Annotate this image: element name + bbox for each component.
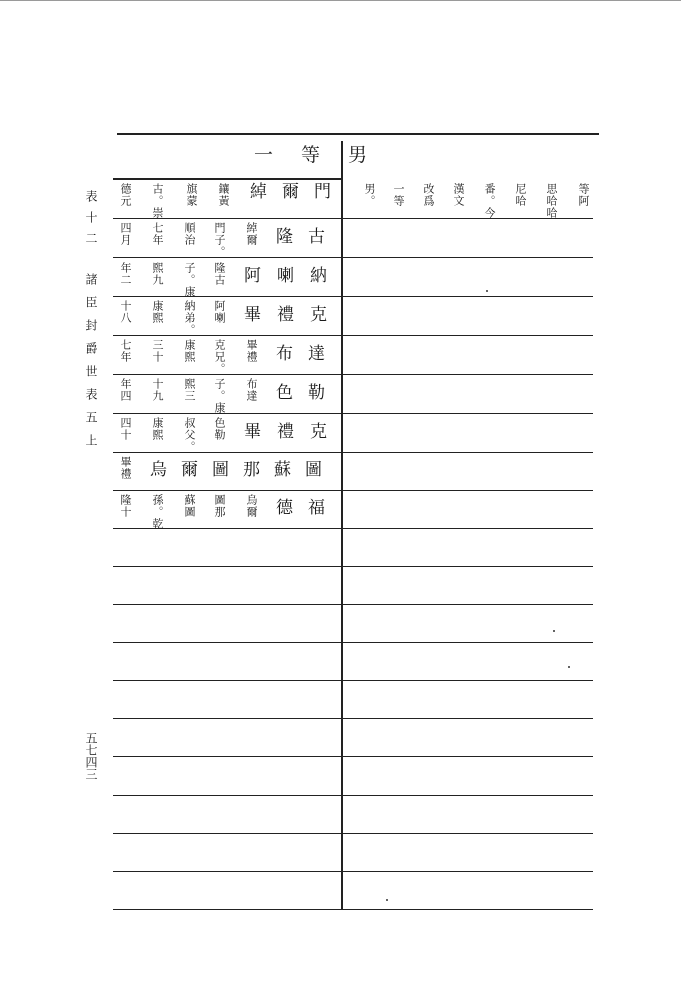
entry-text: 德元 xyxy=(119,183,132,207)
note-col: 一等 xyxy=(392,183,405,207)
entry-text: 納弟。 xyxy=(183,300,196,336)
scan-speck xyxy=(553,630,555,632)
note-col: 改爲 xyxy=(422,183,435,207)
row-rule xyxy=(113,218,593,219)
entry-text: 畢禮 xyxy=(119,456,132,480)
entry-text: 七年 xyxy=(151,222,164,246)
row-rule xyxy=(113,566,593,567)
entry-text: 康熙 xyxy=(183,339,196,363)
entry-text: 綽爾 xyxy=(245,222,258,246)
row-rule xyxy=(113,642,593,643)
row-rule xyxy=(113,490,593,491)
entry-text: 隆古 xyxy=(213,262,226,286)
entry-text: 熙九 xyxy=(151,262,164,286)
entry-text: 熙三 xyxy=(183,378,196,402)
page-number: 五七四三 xyxy=(84,732,98,780)
entry-text: 畢禮 xyxy=(245,339,258,363)
row-rule xyxy=(113,374,593,375)
margin-title-table-number: 表十二 xyxy=(84,190,98,253)
entry-text: 旗蒙 xyxy=(185,183,198,207)
row-rule xyxy=(113,718,593,719)
entry-text: 蘇圖 xyxy=(183,494,196,518)
entry-text: 康熙 xyxy=(151,300,164,324)
margin-title-section: 諸臣封爵世表五上 xyxy=(84,273,98,457)
entry-text: 圖那 xyxy=(213,494,226,518)
row-rule xyxy=(113,795,593,796)
entry-text: 叔父。 xyxy=(183,417,196,453)
entry-text: 年四 xyxy=(119,378,132,402)
row-rule xyxy=(113,413,593,414)
entry-text: 布達 xyxy=(245,378,258,402)
entry-text: 古。崇 xyxy=(151,183,164,219)
entry-text: 鑲黃 xyxy=(217,183,230,207)
title-holder-name: 隆古 xyxy=(276,227,340,247)
note-col: 思哈哈 xyxy=(545,183,558,219)
row-rule xyxy=(113,257,593,258)
scan-speck xyxy=(568,666,570,668)
row-rule xyxy=(113,833,593,834)
entry-text: 子。康 xyxy=(183,262,196,298)
note-col: 男。 xyxy=(363,183,376,207)
note-col: 番。今 xyxy=(483,183,496,219)
title-holder-name: 布達 xyxy=(276,344,340,364)
title-holder-name: 烏爾圖那蘇圖 xyxy=(150,460,336,480)
row-rule xyxy=(113,909,593,910)
title-holder-name: 阿喇納 xyxy=(244,266,343,286)
entry-text: 年二 xyxy=(119,262,132,286)
entry-text: 康熙 xyxy=(151,417,164,441)
title-holder-name: 德福 xyxy=(276,498,340,518)
entry-text: 四月 xyxy=(119,222,132,246)
entry-text: 子。康 xyxy=(213,378,226,414)
entry-text: 十九 xyxy=(151,378,164,402)
scan-speck xyxy=(386,899,388,901)
entry-text: 色勒 xyxy=(213,417,226,441)
header-rule-left xyxy=(113,178,343,180)
title-holder-name: 畢禮克 xyxy=(244,422,343,442)
entry-text: 孫。乾 xyxy=(151,494,164,530)
note-col: 尼哈 xyxy=(514,183,527,207)
entry-text: 烏爾 xyxy=(245,494,258,518)
row-rule xyxy=(113,528,593,529)
entry-text: 克兄。 xyxy=(213,339,226,375)
title-holder-name: 畢禮克 xyxy=(244,305,343,325)
row-rule xyxy=(113,871,593,872)
entry-text: 十八 xyxy=(119,300,132,324)
scan-speck xyxy=(486,290,488,292)
entry-text: 三十 xyxy=(151,339,164,363)
title-holder-name: 綽爾門 xyxy=(250,182,346,202)
page-top-border xyxy=(0,0,681,1)
note-col: 等阿 xyxy=(577,183,590,207)
note-col: 漢文 xyxy=(452,183,465,207)
entry-text: 隆十 xyxy=(119,494,132,518)
entry-text: 阿喇 xyxy=(213,300,226,324)
entry-text: 順治 xyxy=(183,222,196,246)
entry-text: 四十 xyxy=(119,417,132,441)
table-top-rule xyxy=(117,133,599,135)
row-rule xyxy=(113,756,593,757)
rank-header: 一等男 xyxy=(254,144,396,166)
title-holder-name: 色勒 xyxy=(276,383,340,403)
row-rule xyxy=(113,604,593,605)
row-rule xyxy=(113,680,593,681)
entry-text: 門子。 xyxy=(213,222,226,258)
entry-text: 七年 xyxy=(119,339,132,363)
